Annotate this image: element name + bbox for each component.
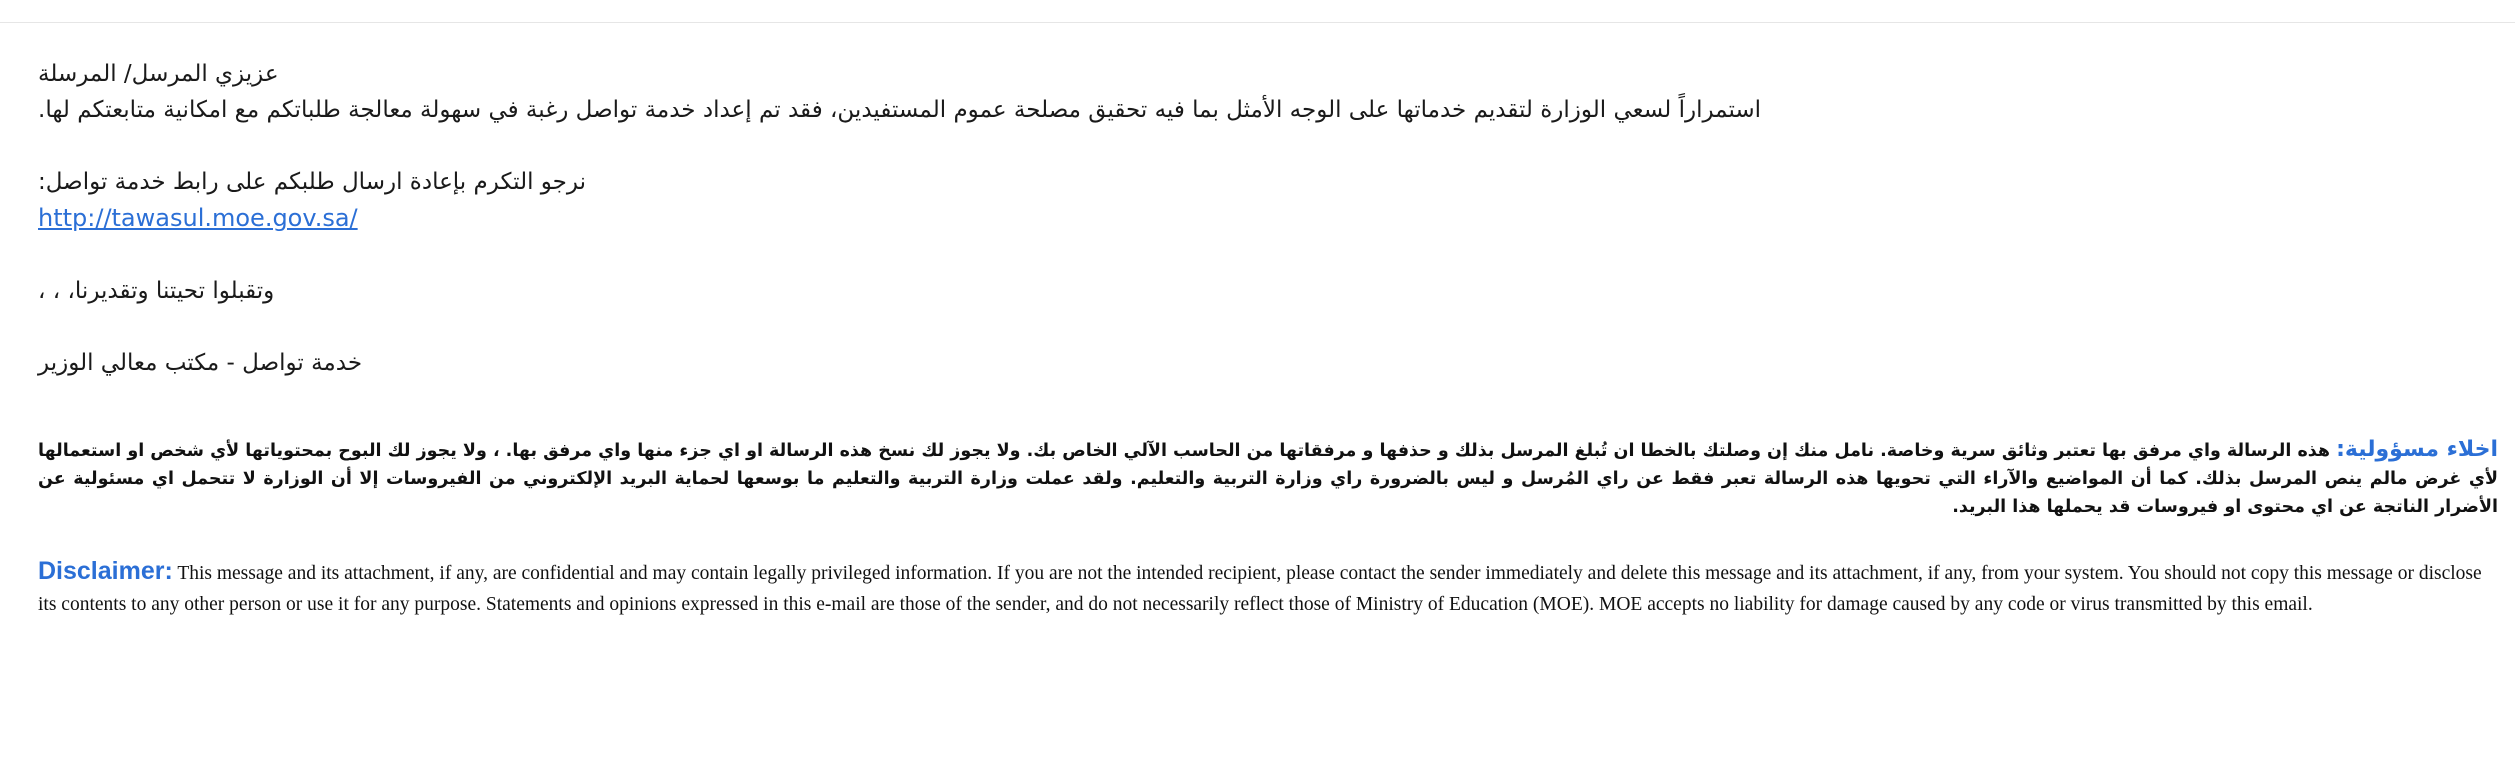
signature-line: خدمة تواصل - مكتب معالي الوزير (38, 350, 363, 376)
header-divider (0, 22, 2515, 23)
arabic-disclaimer (38, 436, 2498, 521)
blank-line (38, 309, 2478, 345)
intro-line: .استمراراً لسعي الوزارة لتقديم خدماتها على الوجه الأمثل بما فيه تحقيق مصلحة عموم المستفيدين، فقد تم إعداد خدمة تواصل رغبة في سهولة معالجة طلباتكم مع امكانية متابعتكم لها (38, 97, 1762, 123)
message-body (38, 56, 2478, 381)
closing-line: ، ، ،وتقبلوا تحيتنا وتقديرنا (38, 278, 275, 304)
english-disclaimer-title: Disclaimer: (38, 557, 173, 585)
blank-line (38, 237, 2478, 273)
arabic-disclaimer-text: هذه الرسالة واي مرفق بها تعتبر وثائق سرية وخاصة. نامل منك إن وصلتك بالخطا ان تُبلغ المرسل بذلك و حذفها و مرفقاتها من الحاسب الآلي الخاص بك. ولا يجوز لك نسخ هذه الرسالة او اي جزء منها واي مرفق بها. ، ولا يجوز لك البوح بمحتوياتها لأي شخص او استعمالها لأي غرض مالم ينص المرسل بذلك. كما أن المواضيع والآراء التي تحويها هذه الرسالة تعبر فقط عن راي المُرسل و ليس بالضرورة راي وزارة التربية والتعليم. ولقد عملت وزارة التربية والتعليم ما بوسعها لحماية البريد الإلكتروني من الفيروسات إلا أن الوزارة لا تتحمل اي مسئولية عن الأضرار الناتجة عن اي محتوى او فيروسات قد يحملها هذا البريد. (38, 441, 2498, 517)
english-disclaimer (38, 556, 2498, 620)
request-line: :نرجو التكرم بإعادة ارسال طلبكم على رابط خدمة تواصل (38, 169, 586, 195)
blank-line (38, 128, 2478, 164)
arabic-disclaimer-title: اخلاء مسؤولية: (2336, 437, 2498, 462)
greeting-line: عزيزي المرسل/ المرسلة (38, 61, 279, 87)
english-disclaimer-text: This message and its attachment, if any, are confidential and may contain legally privileged information. If you are not the intended recipient, please contact the sender immediately and delete this message and its attachment, if any, from your system. You should not copy this message or disclose its contents to any other person or use it for any purpose. Statements and opinions expressed in this e-mail are those of the sender, and do not necessarily reflect those of Ministry of Education (MOE). MOE accepts no liability for damage caused by any code or virus transmitted by this email. (38, 563, 2482, 615)
tawasul-link[interactable]: http://tawasul.moe.gov.sa/ (38, 204, 358, 232)
